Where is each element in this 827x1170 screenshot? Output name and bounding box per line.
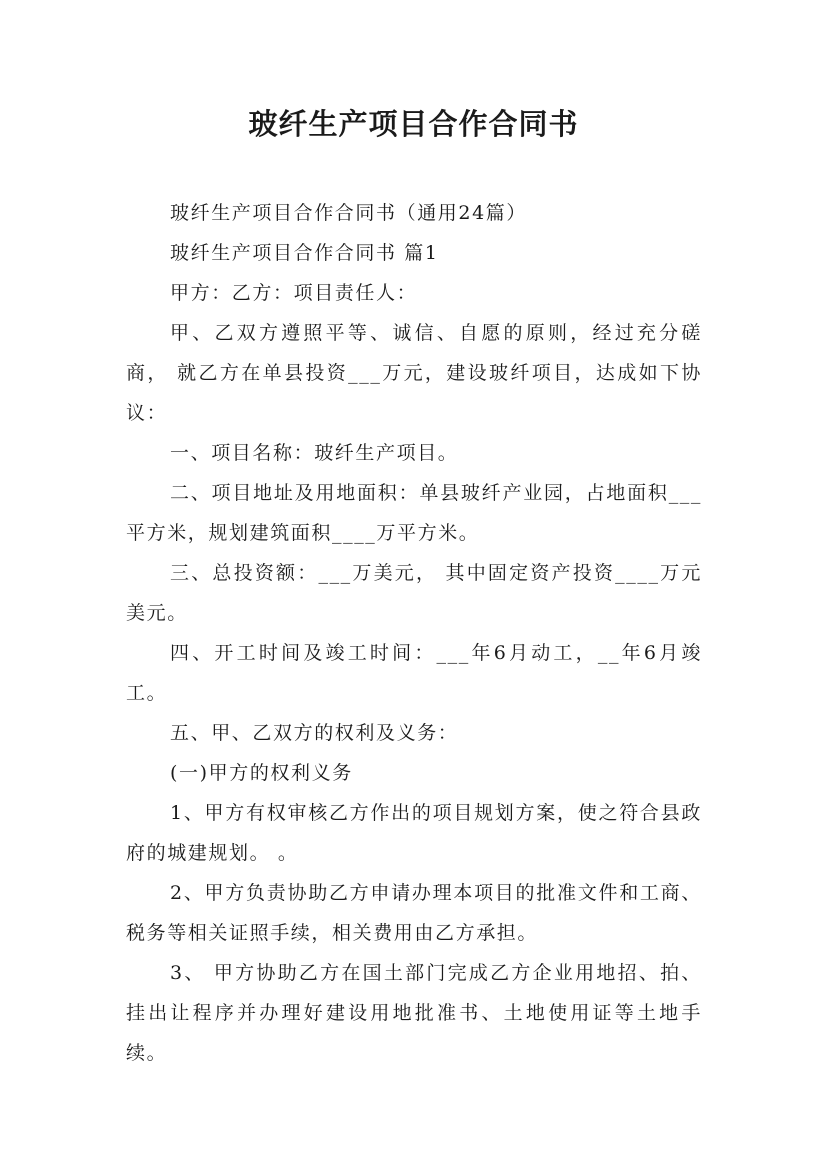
clause-project-site: 二、项目地址及用地面积：单县玻纤产业园，占地面积___平方米，规划建筑面积____万平方米。 — [126, 482, 702, 544]
clause-rights-obligations: 五、甲、乙双方的权利及义务： — [170, 722, 459, 744]
preamble-paragraph: 甲、乙双方遵照平等、诚信、自愿的原则，经过充分磋商， 就乙方在单县投资___万元，建设玻纤项目，达成如下协议： — [126, 322, 702, 424]
document-title: 玻纤生产项目合作合同书 — [248, 107, 579, 141]
item-2: 2、甲方负责协助乙方申请办理本项目的批准文件和工商、税务等相关证照手续，相关费用由乙方承担。 — [126, 882, 702, 944]
document-body — [126, 193, 702, 1073]
clause-total-investment: 三、总投资额：___万美元， 其中固定资产投资____万元美元。 — [126, 562, 702, 624]
parties-line: 甲方：乙方：项目责任人： — [170, 282, 418, 304]
subtitle-line: 玻纤生产项目合作合同书（通用24篇） — [170, 202, 527, 224]
clause-schedule: 四、开工时间及竣工时间：___年6月动工，__年6月竣工。 — [126, 642, 702, 704]
clause-project-name: 一、项目名称：玻纤生产项目。 — [170, 442, 459, 464]
subclause-party-a: (一)甲方的权利义务 — [170, 762, 353, 784]
item-3: 3、 甲方协助乙方在国土部门完成乙方企业用地招、拍、挂出让程序并办理好建设用地批准书、土地使用证等土地手续。 — [126, 962, 702, 1064]
item-1: 1、甲方有权审核乙方作出的项目规划方案，使之符合县政府的城建规划。 。 — [126, 802, 702, 864]
section-heading: 玻纤生产项目合作合同书 篇1 — [170, 242, 439, 264]
